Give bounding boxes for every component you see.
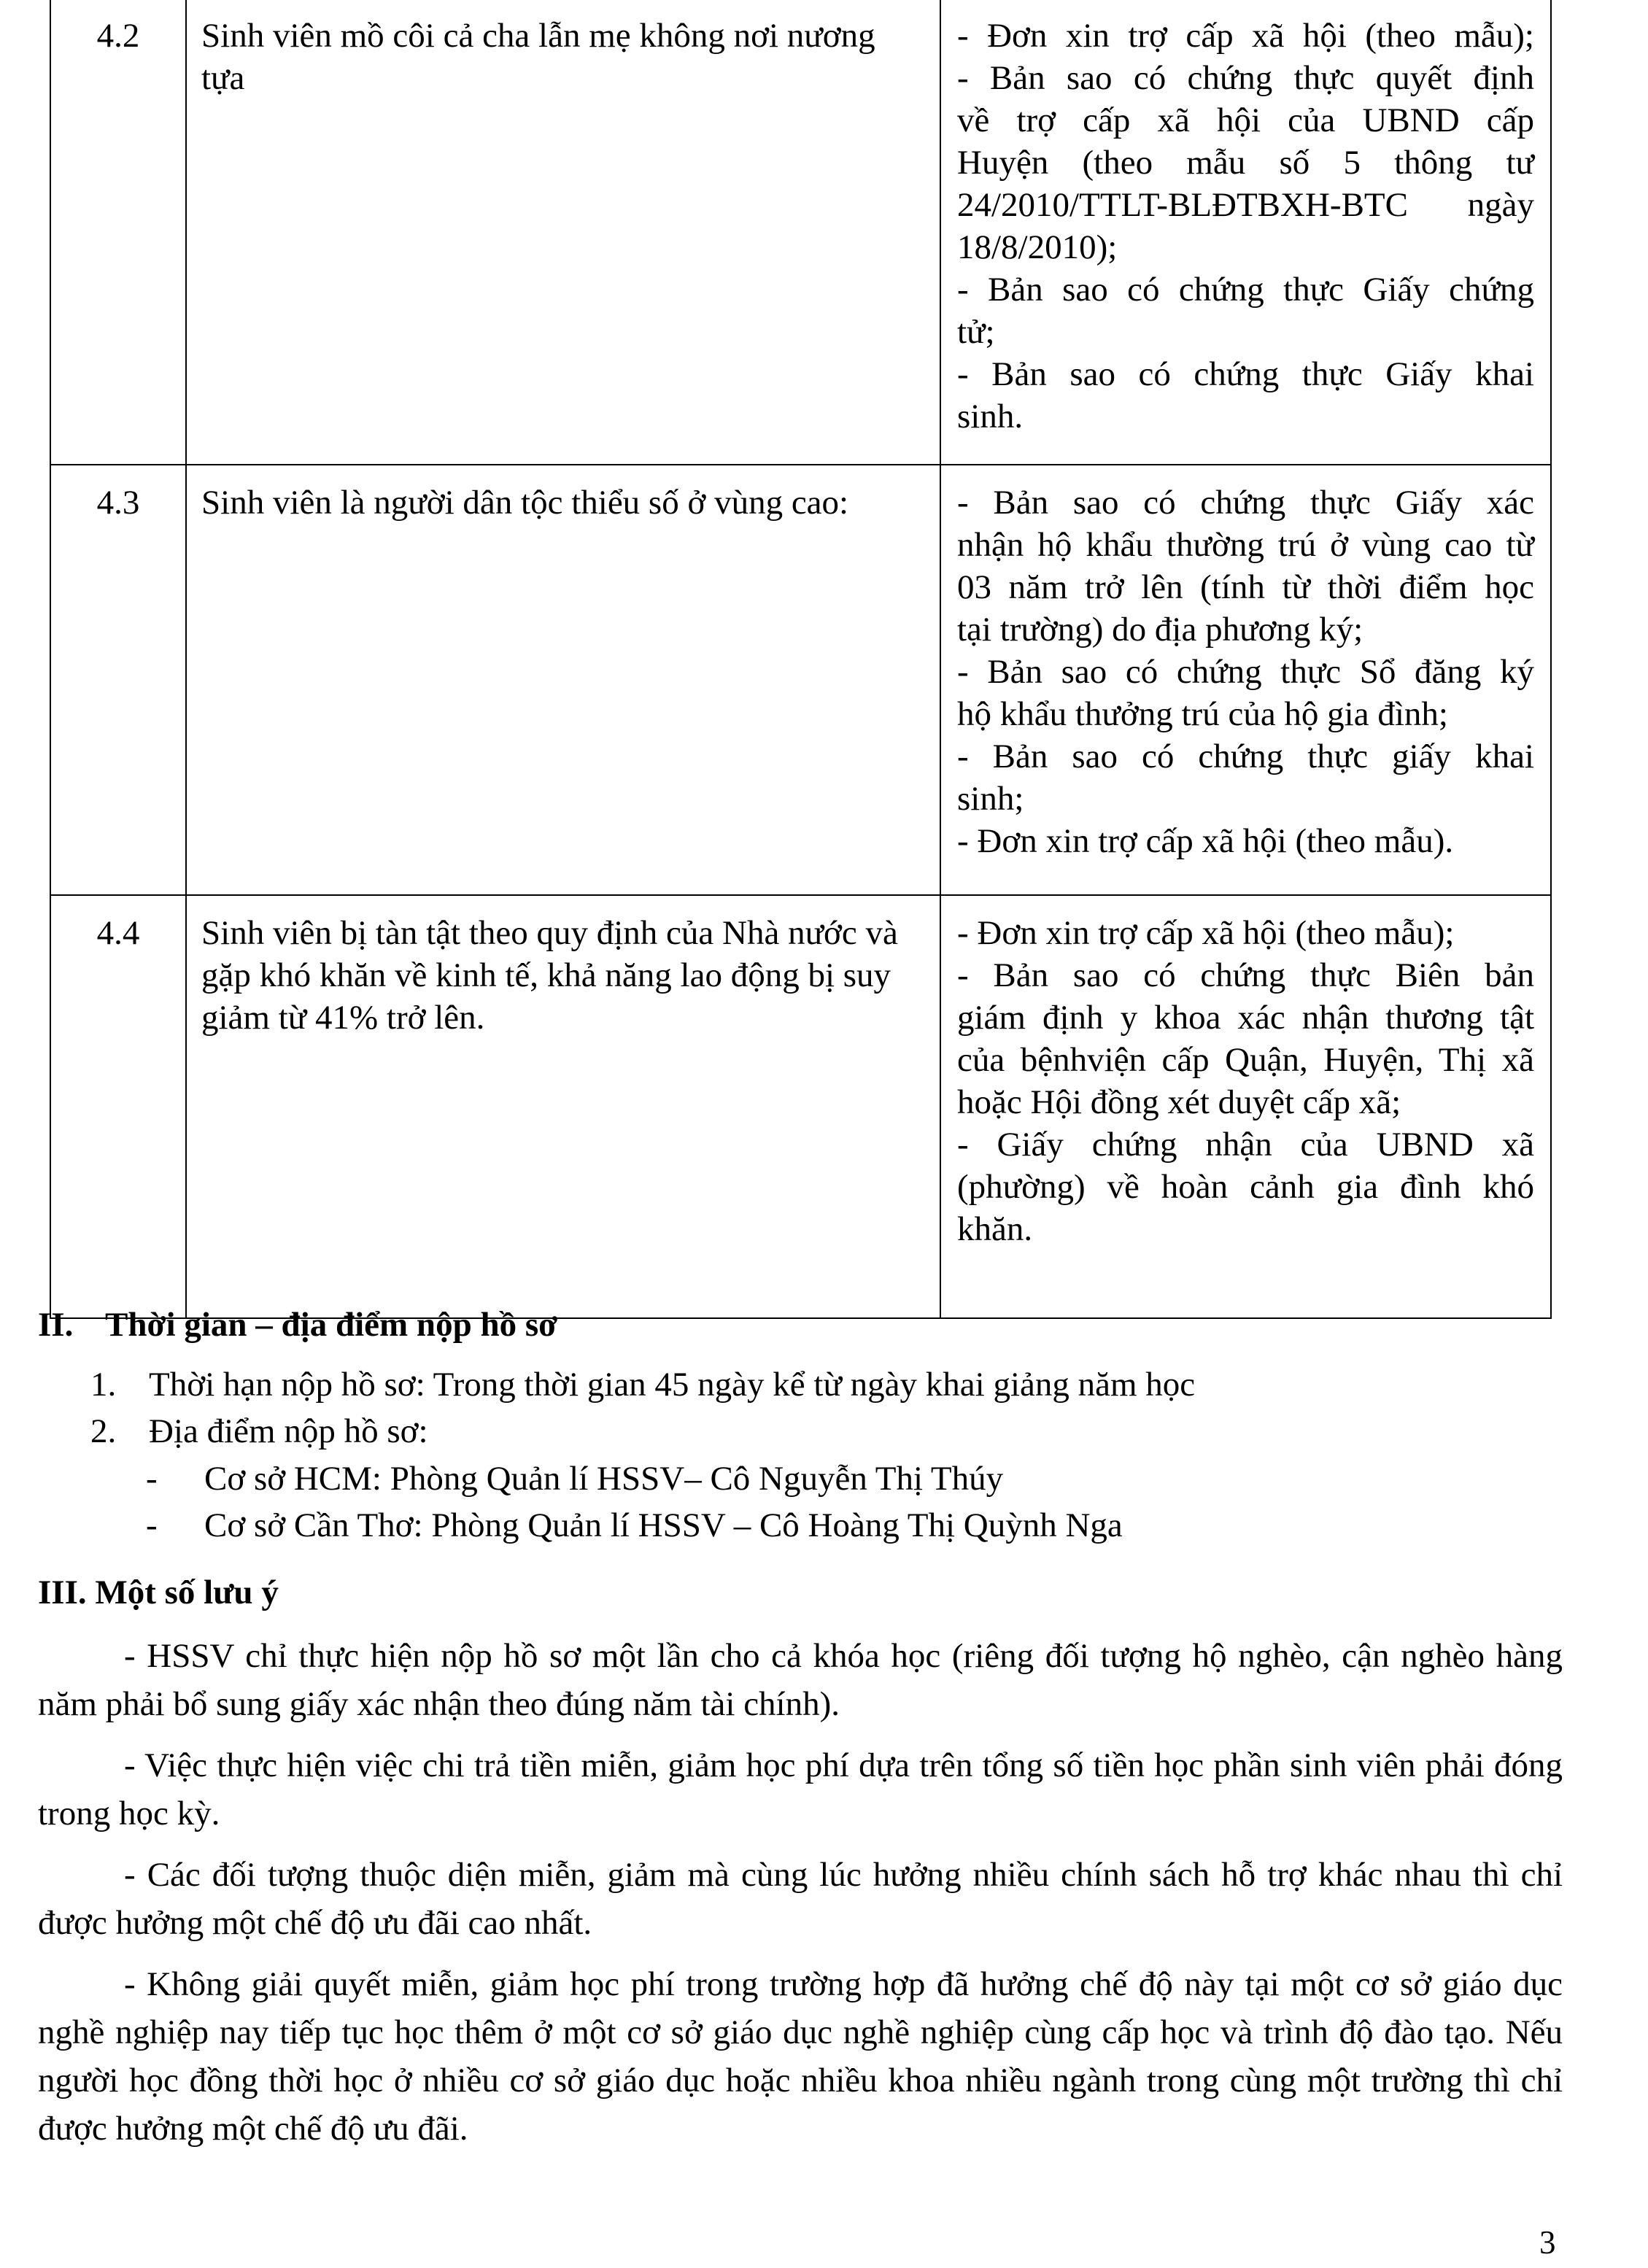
list-item <box>146 1455 1123 1502</box>
document-line: hộ khẩu thưởng trú của hộ gia đình; <box>957 695 1448 733</box>
document-line: của bệnhviện cấp Quận, Huyện, Thị xã <box>957 1041 1534 1079</box>
table-row <box>50 465 1551 895</box>
row-number: 4.3 <box>50 465 186 895</box>
document-line: khăn. <box>957 1210 1033 1248</box>
list-item <box>146 1502 1123 1549</box>
document-line: - Bản sao có chứng thực Biên bản <box>957 956 1534 994</box>
submission-list <box>90 1361 1195 1455</box>
row-documents <box>940 895 1551 1318</box>
document-line: - Bản sao có chứng thực giấy khai <box>957 738 1534 775</box>
list-text: Cơ sở Cần Thơ: Phòng Quản lí HSSV – Cô Hoàng Thị Quỳnh Nga <box>204 1506 1123 1544</box>
document-line: giám định y khoa xác nhận thương tật <box>957 999 1534 1037</box>
list-dash: - <box>146 1460 158 1498</box>
note-paragraph: - Các đối tượng thuộc diện miễn, giảm mà cùng lúc hưởng nhiều chính sách hỗ trợ khác nhau thì chỉ được hưởng một chế độ ưu đãi cao nhất. <box>38 1856 1563 1942</box>
document-line: (phường) về hoàn cảnh gia đình khó <box>957 1168 1534 1206</box>
list-item <box>90 1361 1195 1408</box>
document-line: sinh; <box>957 780 1024 818</box>
note-paragraph: - HSSV chỉ thực hiện nộp hồ sơ một lần cho cả khóa học (riêng đối tượng hộ nghèo, cận nghèo hàng năm phải bổ sung giấy xác nhận theo đúng năm tài chính). <box>38 1637 1563 1723</box>
list-item <box>90 1408 1195 1455</box>
document-line: tử; <box>957 313 995 351</box>
list-number: 1. <box>90 1366 117 1404</box>
section-2-roman: II. <box>38 1306 74 1344</box>
note-paragraph: - Không giải quyết miễn, giảm học phí trong trường hợp đã hưởng chế độ này tại một cơ sở giáo dục nghề nghiệp nay tiếp tục học thêm ở một cơ sở giáo dục nghề nghiệp cùng cấp học và trình độ đào tạo. Nếu người học đồng thời học ở nhiều cơ sở giáo dục hoặc nhiều khoa nhiều ngành trong cùng một trường thì chỉ được hưởng một chế độ ưu đãi. <box>38 1965 1563 2148</box>
document-line: tại trường) do địa phương ký; <box>957 611 1363 649</box>
list-number: 2. <box>90 1412 117 1450</box>
document-line: hoặc Hội đồng xét duyệt cấp xã; <box>957 1083 1401 1121</box>
document-line: - Bản sao có chứng thực Sổ đăng ký <box>957 653 1534 691</box>
section-3-heading: III. Một số lưu ý <box>38 1574 279 1611</box>
list-dash: - <box>146 1506 158 1544</box>
row-subject: Sinh viên mồ côi cả cha lẫn mẹ không nơi nương tựa <box>186 0 940 465</box>
document-line: - Đơn xin trợ cấp xã hội (theo mẫu); <box>957 17 1534 55</box>
list-text: Cơ sở HCM: Phòng Quản lí HSSV– Cô Nguyễn Thị Thúy <box>204 1460 1004 1498</box>
list-text: Thời hạn nộp hồ sơ: Trong thời gian 45 ngày kể từ ngày khai giảng năm học <box>149 1366 1196 1404</box>
row-subject: Sinh viên là người dân tộc thiểu số ở vùng cao: <box>186 465 940 895</box>
table-row <box>50 895 1551 1318</box>
document-line: - Bản sao có chứng thực quyết định <box>957 59 1534 97</box>
document-line: - Giấy chứng nhận của UBND xã <box>957 1126 1534 1164</box>
row-documents <box>940 465 1551 895</box>
document-line: 18/8/2010); <box>957 228 1118 266</box>
row-number: 4.4 <box>50 895 186 1318</box>
document-line: - Đơn xin trợ cấp xã hội (theo mẫu); <box>957 914 1455 952</box>
table-row <box>50 0 1551 465</box>
requirements-table <box>50 0 1552 1319</box>
note-paragraph: - Việc thực hiện việc chi trả tiền miễn, giảm học phí dựa trên tổng số tiền học phần sinh viên phải đóng trong học kỳ. <box>38 1746 1563 1832</box>
location-list <box>146 1455 1123 1549</box>
list-text: Địa điểm nộp hồ sơ: <box>149 1412 428 1450</box>
document-line: - Đơn xin trợ cấp xã hội (theo mẫu). <box>957 822 1454 860</box>
section-2-heading <box>38 1304 557 1346</box>
row-subject: Sinh viên bị tàn tật theo quy định của Nhà nước và gặp khó khăn về kinh tế, khả năng lao động bị suy giảm từ 41% trở lên. <box>186 895 940 1318</box>
page-number: 3 <box>1539 2224 1556 2261</box>
document-line: Huyện (theo mẫu số 5 thông tư <box>957 144 1534 182</box>
document-line: - Bản sao có chứng thực Giấy khai <box>957 355 1534 393</box>
document-line: - Bản sao có chứng thực Giấy chứng <box>957 271 1534 309</box>
document-line: 24/2010/TTLT-BLĐTBXH-BTC ngày <box>957 186 1534 224</box>
document-line: - Bản sao có chứng thực Giấy xác <box>957 484 1534 522</box>
section-2-title: Thời gian – địa điểm nộp hồ sơ <box>105 1306 558 1344</box>
document-line: nhận hộ khẩu thường trú ở vùng cao từ <box>957 526 1534 564</box>
document-line: 03 năm trở lên (tính từ thời điểm học <box>957 568 1534 606</box>
row-number: 4.2 <box>50 0 186 465</box>
document-line: sinh. <box>957 398 1024 436</box>
document-line: về trợ cấp xã hội của UBND cấp <box>957 101 1534 139</box>
row-documents <box>940 0 1551 465</box>
